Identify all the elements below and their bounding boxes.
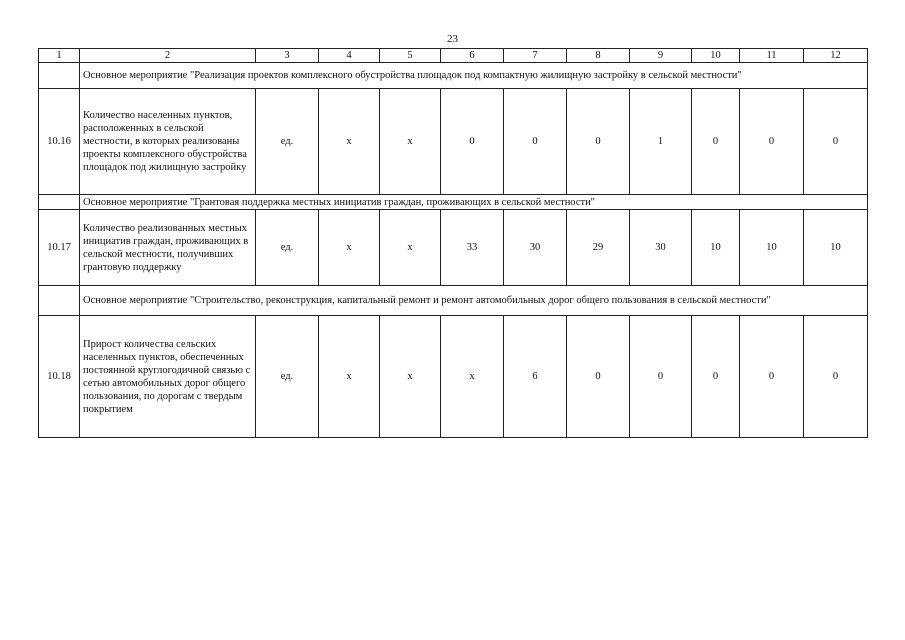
- unit-cell: ед.: [256, 316, 319, 438]
- header-cell: 4: [319, 49, 380, 63]
- header-cell: 1: [39, 49, 80, 63]
- value-cell: 0: [630, 316, 692, 438]
- header-cell: 9: [630, 49, 692, 63]
- value-cell: х: [319, 316, 380, 438]
- value-cell: 0: [740, 316, 804, 438]
- empty-cell: [39, 195, 80, 210]
- table-row: [39, 210, 868, 286]
- value-cell: 29: [567, 210, 630, 286]
- value-cell: 33: [441, 210, 504, 286]
- section-row: [39, 195, 868, 210]
- empty-cell: [39, 286, 80, 316]
- row-number: 10.16: [39, 89, 80, 195]
- header-cell: 7: [504, 49, 567, 63]
- header-cell: 3: [256, 49, 319, 63]
- section-title: Основное мероприятие "Грантовая поддержка местных инициатив граждан, проживающих в сельской местности": [80, 195, 868, 210]
- unit-cell: ед.: [256, 89, 319, 195]
- header-cell: 10: [692, 49, 740, 63]
- row-number: 10.17: [39, 210, 80, 286]
- unit-cell: ед.: [256, 210, 319, 286]
- header-cell: 6: [441, 49, 504, 63]
- value-cell: 0: [567, 89, 630, 195]
- indicator-name: Количество населенных пунктов, расположенных в сельской местности, в которых реализованы проекты комплексного обустройства площадок под жилищную застройку: [80, 89, 256, 195]
- section-title: Основное мероприятие "Реализация проектов комплексного обустройства площадок под компактную жилищную застройку в сельской местности": [80, 63, 868, 89]
- indicator-name: Количество реализованных местных инициатив граждан, проживающих в сельской местности, получивших грантовую поддержку: [80, 210, 256, 286]
- value-cell: 30: [504, 210, 567, 286]
- value-cell: 0: [441, 89, 504, 195]
- value-cell: х: [380, 210, 441, 286]
- section-row: [39, 63, 868, 89]
- value-cell: х: [380, 316, 441, 438]
- value-cell: х: [441, 316, 504, 438]
- value-cell: 0: [804, 89, 868, 195]
- indicators-table: [38, 48, 868, 438]
- empty-cell: [39, 63, 80, 89]
- value-cell: 1: [630, 89, 692, 195]
- row-number: 10.18: [39, 316, 80, 438]
- value-cell: 10: [804, 210, 868, 286]
- value-cell: 0: [504, 89, 567, 195]
- value-cell: 10: [692, 210, 740, 286]
- header-cell: 8: [567, 49, 630, 63]
- header-cell: 12: [804, 49, 868, 63]
- indicator-name: Прирост количества сельских населенных пунктов, обеспеченных постоянной круглогодичной связью с сетью автомобильных дорог общего пользования, по дорогам с твердым покрытием: [80, 316, 256, 438]
- value-cell: 0: [740, 89, 804, 195]
- value-cell: 10: [740, 210, 804, 286]
- value-cell: 0: [567, 316, 630, 438]
- value-cell: х: [319, 89, 380, 195]
- table-row: [39, 89, 868, 195]
- header-cell: 11: [740, 49, 804, 63]
- header-cell: 2: [80, 49, 256, 63]
- value-cell: 0: [692, 89, 740, 195]
- header-row: [39, 49, 868, 63]
- value-cell: 0: [692, 316, 740, 438]
- value-cell: 0: [804, 316, 868, 438]
- page-number: 23: [447, 33, 458, 45]
- section-row: [39, 286, 868, 316]
- value-cell: х: [319, 210, 380, 286]
- section-title: Основное мероприятие "Строительство, реконструкция, капитальный ремонт и ремонт автомобильных дорог общего пользования в сельской местности": [80, 286, 868, 316]
- header-cell: 5: [380, 49, 441, 63]
- value-cell: 6: [504, 316, 567, 438]
- value-cell: х: [380, 89, 441, 195]
- table-row: [39, 316, 868, 438]
- value-cell: 30: [630, 210, 692, 286]
